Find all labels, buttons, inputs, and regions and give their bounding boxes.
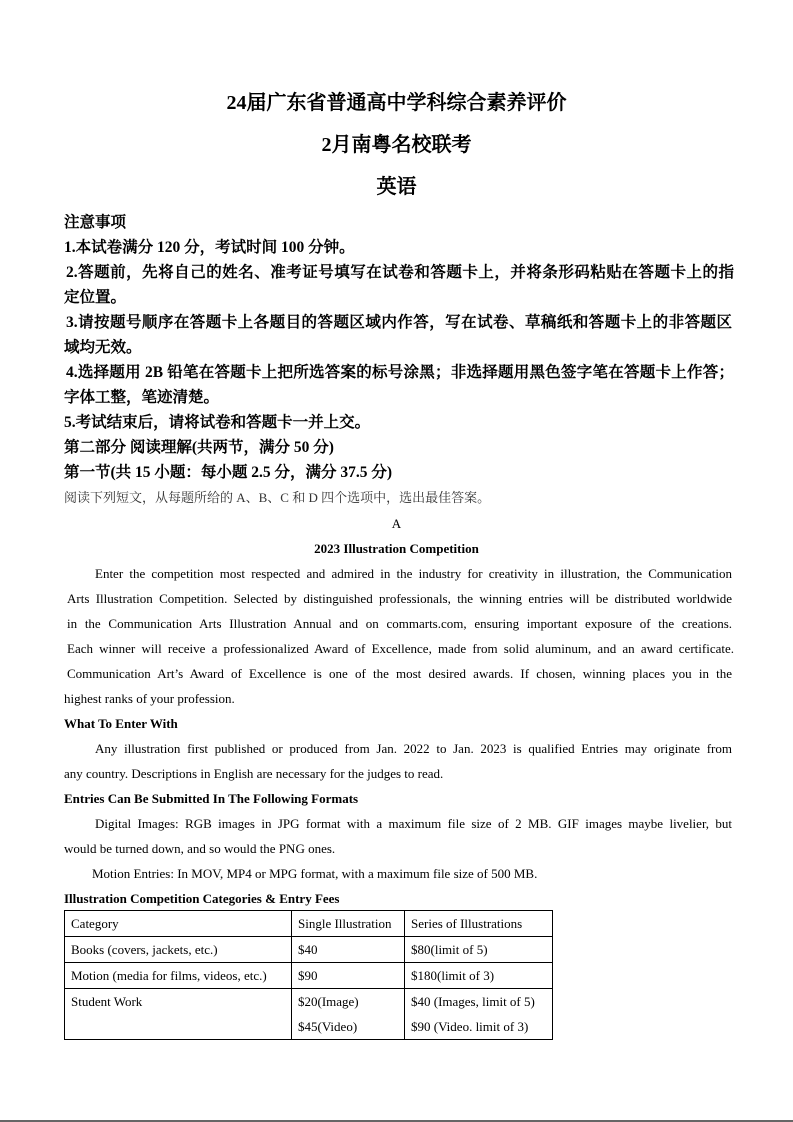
paragraph-line: in the Communication Arts Illustration Annual and on commarts.com, ensuring important exposure of the creations. (67, 616, 732, 631)
table-cell (405, 989, 553, 1040)
table-row (65, 937, 553, 963)
paragraph-line: Enter the competition most respected and admired in the industry for creativity in illustration, the Communication (95, 566, 732, 581)
section-part: 第二部分 阅读理解(共两节，满分 50 分) (64, 439, 334, 456)
passage-title: 2023 Illustration Competition (314, 541, 479, 556)
paragraph-line: would be turned down, and so would the PNG ones. (64, 841, 336, 856)
table-cell: Motion (media for films, videos, etc.) (65, 963, 292, 989)
section-heading: Entries Can Be Submitted In The Following Formats (64, 791, 359, 806)
fees-table (64, 910, 553, 1040)
table-cell: $40 (292, 937, 405, 963)
header-cell: Series of Illustrations (405, 911, 553, 937)
table-cell (292, 989, 405, 1040)
subject-title: 英语 (376, 176, 417, 198)
header-cell: Category (65, 911, 292, 937)
section-heading: What To Enter With (64, 716, 178, 731)
paragraph-line: Communication Art’s Award of Excellence is one of the most desired awards. If chosen, winning places you in the (67, 666, 732, 681)
paragraph-line: Any illustration first published or produced from Jan. 2022 to Jan. 2023 is qualified Entries may originate from (95, 741, 732, 756)
table-row (65, 989, 553, 1040)
table-cell: $90 (292, 963, 405, 989)
paragraph-line: Digital Images: RGB images in JPG format with a maximum file size of 2 MB. GIF images maybe livelier, but (95, 816, 732, 831)
cell-line: $45(Video) (298, 1019, 358, 1034)
cell-line: $20(Image) (298, 994, 359, 1009)
exam-title: 24届广东省普通高中学科综合素养评价 (226, 92, 567, 114)
table-cell: $180(limit of 3) (405, 963, 553, 989)
paragraph-line: any country. Descriptions in English are necessary for the judges to read. (64, 766, 444, 781)
cell-line: $90 (Video. limit of 3) (411, 1019, 529, 1034)
section-sub: 第一节(共 15 小题：每小题 2.5 分，满分 37.5 分) (64, 464, 393, 481)
note-line: 域均无效。 (64, 339, 142, 356)
table-cell: Books (covers, jackets, etc.) (65, 937, 292, 963)
cell-line: $40 (Images, limit of 5) (411, 994, 535, 1009)
passage-letter: A (391, 516, 402, 531)
note-line: 3.请按题号顺序在答题卡上各题目的答题区域内作答，写在试卷、草稿纸和答题卡上的非答题区 (66, 314, 732, 331)
table-header-row (65, 911, 553, 937)
notes-heading: 注意事项 (64, 214, 127, 231)
note-line: 字体工整，笔迹清楚。 (64, 389, 220, 406)
paragraph-line: highest ranks of your profession. (64, 691, 235, 706)
table-row (65, 963, 553, 989)
table-caption: Illustration Competition Categories & Entry Fees (64, 891, 340, 906)
note-line: 定位置。 (64, 289, 127, 306)
paragraph-line: Motion Entries: In MOV, MP4 or MPG format, with a maximum file size of 500 MB. (92, 866, 538, 881)
instruction: 阅读下列短文，从每题所给的 A、B、C 和 D 四个选项中，选出最佳答案。 (64, 490, 491, 505)
note-line: 1.本试卷满分 120 分，考试时间 100 分钟。 (64, 239, 355, 256)
exam-subtitle: 2月南粤名校联考 (321, 134, 472, 156)
header-cell: Single Illustration (292, 911, 405, 937)
note-line: 5.考试结束后，请将试卷和答题卡一并上交。 (64, 414, 371, 431)
note-line: 2.答题前，先将自己的姓名、准考证号填写在试卷和答题卡上，并将条形码粘贴在答题卡上的指 (66, 264, 734, 281)
paragraph-line: Each winner will receive a professionalized Award of Excellence, made from solid aluminum, and an award certificate. (67, 641, 734, 656)
table-cell: Student Work (65, 989, 292, 1040)
paragraph-line: Arts Illustration Competition. Selected by distinguished professionals, the winning entries will be distributed worldwide (67, 591, 732, 606)
note-line: 4.选择题用 2B 铅笔在答题卡上把所选答案的标号涂黑；非选择题用黑色签字笔在答题卡上作答； (66, 364, 734, 381)
table-cell: $80(limit of 5) (405, 937, 553, 963)
